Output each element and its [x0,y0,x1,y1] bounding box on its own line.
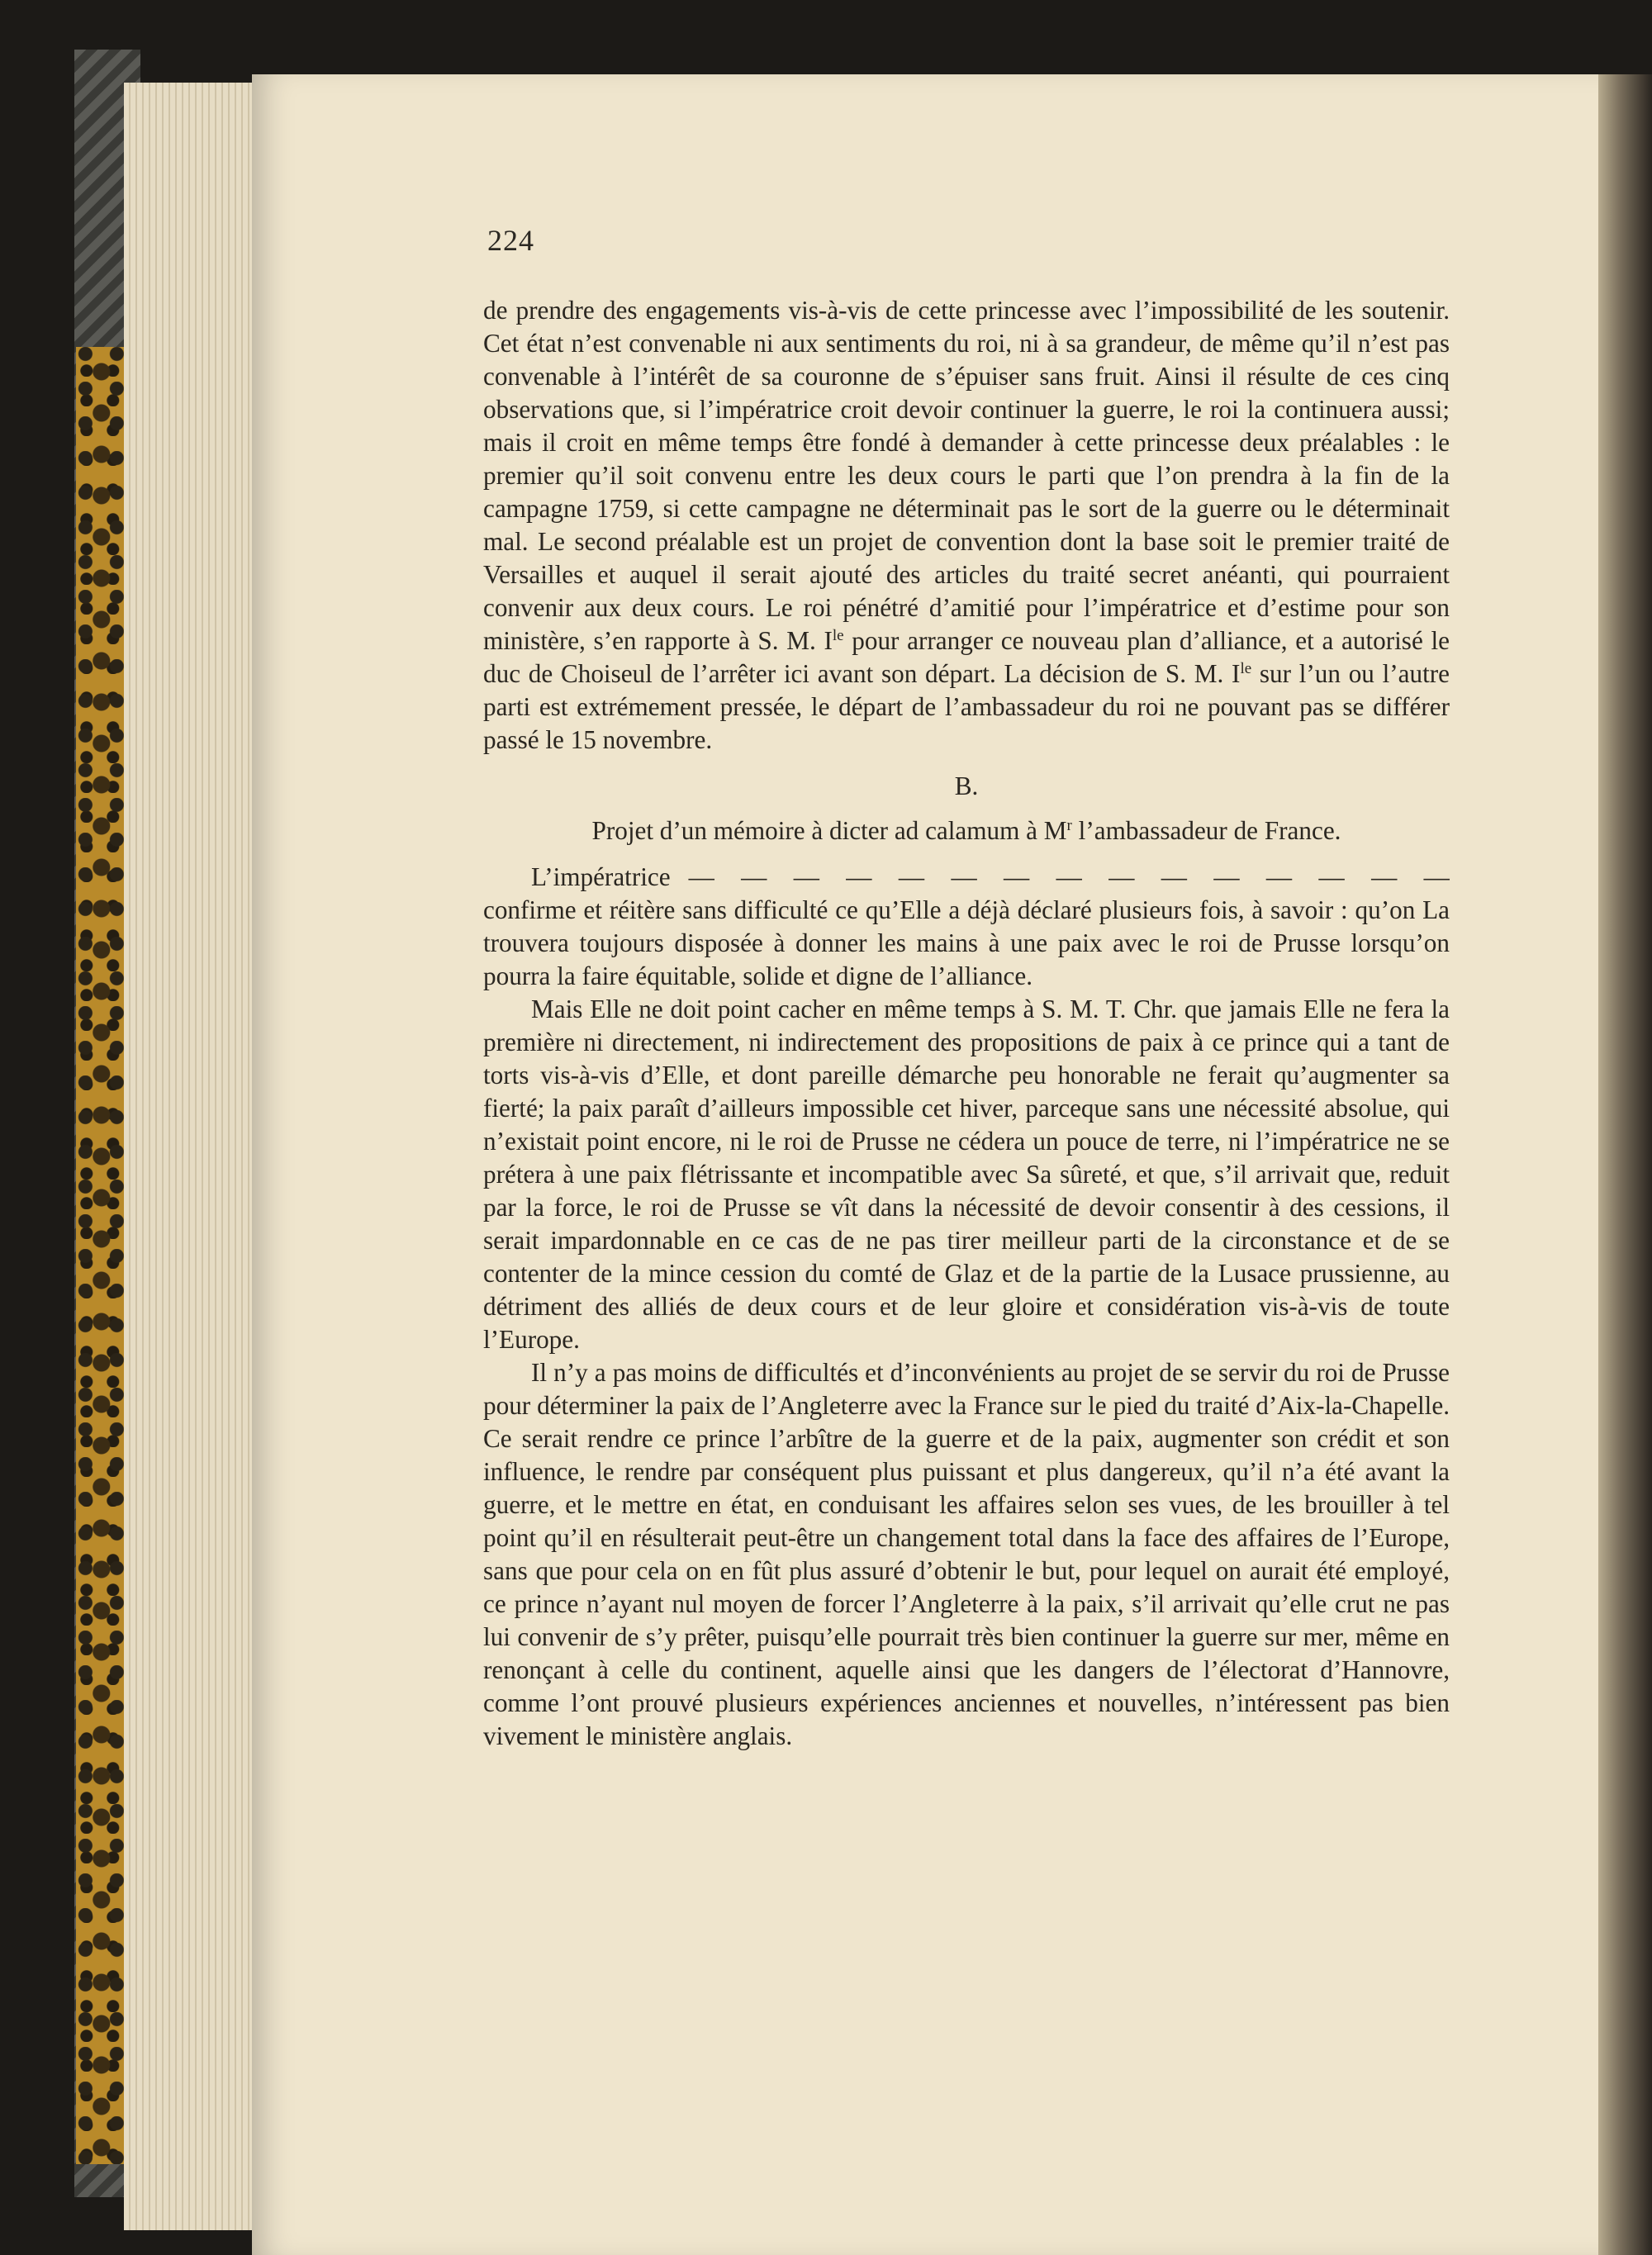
section-title-superscript: r [1066,817,1072,834]
page-number: 224 [487,224,534,257]
dash: — [951,862,977,891]
paragraph-1-part-c: sur l’un ou l’autre parti est extrémement pressée, le départ de l’ambassadeur du roi ne pouvant pas se différer passé le 15 novembre. [483,659,1450,754]
dash: — [1423,862,1450,891]
paragraph-1-part-a: de prendre des engagements vis-à-vis de cette princesse avec l’impossibilité de les soutenir. Cet état n’est convenable ni aux sentiments du roi, ni à sa grandeur, de même qu’il n’est pas convenable à l’intérêt de sa couronne de s’épuiser sans fruit. Ainsi il résulte de ces cinq observations que, si l’impératrice croit devoir continuer la guerre, le roi la continuera aussi; mais il croit en même temps être fondé à demander à cette princesse deux préalables : le premier qu’il soit convenu entre les deux cours le parti que l’on prendra à la fin de la campagne 1759, si cette campagne ne déterminait pas le sort de la guerre ou le déterminait mal. Le second préalable est un projet de convention dont la base soit le premier traité de Versailles et auquel il serait ajouté des articles du traité secret anéanti, qui pourraient convenir aux deux cours. Le roi pénétré d’amitié pour l’impératrice et d’estime pour son ministère, s’en rapporte à S. M. I [483,296,1450,655]
dash: — [1056,862,1082,891]
section-title-part-b: l’ambassadeur de France. [1071,816,1341,845]
page-edges [124,83,256,2230]
superscript-le-1: le [832,627,844,644]
dash: — [846,862,872,891]
dash: — [1004,862,1030,891]
page-text [483,294,1450,1753]
dash: — [1318,862,1345,891]
next-page-edge [1598,74,1652,2255]
dash: — [1265,862,1293,891]
paragraph-1 [483,294,1450,757]
dash-line-label: L’impératrice [531,862,671,891]
paragraph-2: confirme et réitère sans difficulté ce qu’Elle a déjà déclaré plusieurs fois, à savoir : qu’on La trouvera toujours disposée à donner les mains à une paix avec le roi de Prusse lorsqu’on pourra la faire équitable, solide et digne de l’alliance. [483,895,1450,990]
dash: — [1161,862,1187,891]
dash: — [793,862,819,891]
section-title-part-a: Projet d’un mémoire à dicter ad calamum à M [591,816,1067,845]
superscript-le-2: le [1240,660,1252,677]
dash: — [741,862,767,891]
paragraph-3: Mais Elle ne doit point cacher en même temps à S. M. T. Chr. que jamais Elle ne fera la première ni directement, ni indirectement des propositions de paix à ce prince qui a tant de torts vis-à-vis d’Elle, et dont pareille démarche peu honorable ne ferait qu’augmenter sa fierté; la paix paraît d’ailleurs impossible cet hiver, parceque sans une nécessité absolue, qui n’existait point encore, ni le roi de Prusse ne cédera un pouce de terre, ni l’impératrice ne se prétera à une paix flétrissante et incompatible avec Sa sûreté, et que, s’il arrivait que, reduit par la force, le roi de Prusse se vît dans la nécessité de devoir consentir à des cessions, il serait impardonnable en ce cas de ne pas tirer meilleur parti de la circonstance et de se contenter de la mince cession du comté de Glaz et de la partie de la Lusace prussienne, au détriment des alliés de deux cours et de leur gloire et considération vis-à-vis de toute l’Europe. [483,995,1450,1354]
dash: — [1213,862,1240,891]
dash-line [483,861,1450,894]
dash: — [898,862,925,891]
dash: — [1371,862,1398,891]
dash-row [689,861,1450,894]
paragraph-4: Il n’y a pas moins de difficultés et d’inconvénients au projet de se servir du roi de Prusse pour déterminer la paix de l’Angleterre avec la France sur le pied du traité d’Aix-la-Chapelle. Ce serait rendre ce prince l’arbître de la guerre et de la paix, augmenter son crédit et son influence, le rendre par conséquent plus puissant et plus dangereux, qu’il n’a été avant la guerre, et le mettre en état, en conduisant les affaires selon ses vues, de les brouiller à tel point qu’il en résulterait peut-être un changement total dans la face des affaires de l’Europe, sans que pour cela on en fût plus assuré d’obtenir le but, pour lequel on aurait été employé, ce prince n’ayant nul moyen de forcer l’Angleterre à la paix, s’il arrivait qu’elle crut ne pas lui convenir de s’y prêter, puisqu’elle pourrait très bien continuer la guerre sur mer, même en renonçant à celle du continent, aquelle ainsi que les dangers de l’électorat d’Hannovre, comme l’ont prouvé plusieurs expériences anciennes et nouvelles, n’intéressent pas bien vivement le ministère anglais. [483,1358,1450,1750]
section-heading: B. [954,771,979,800]
paragraph-1-part-b: pour arranger ce nouveau plan d’alliance, et a autorisé le duc de Choiseul de l’arrêter ici avant son départ. La décision de S. M. I [483,626,1450,688]
dash: — [688,862,714,891]
dash: — [1108,862,1135,891]
section-title [483,814,1450,847]
